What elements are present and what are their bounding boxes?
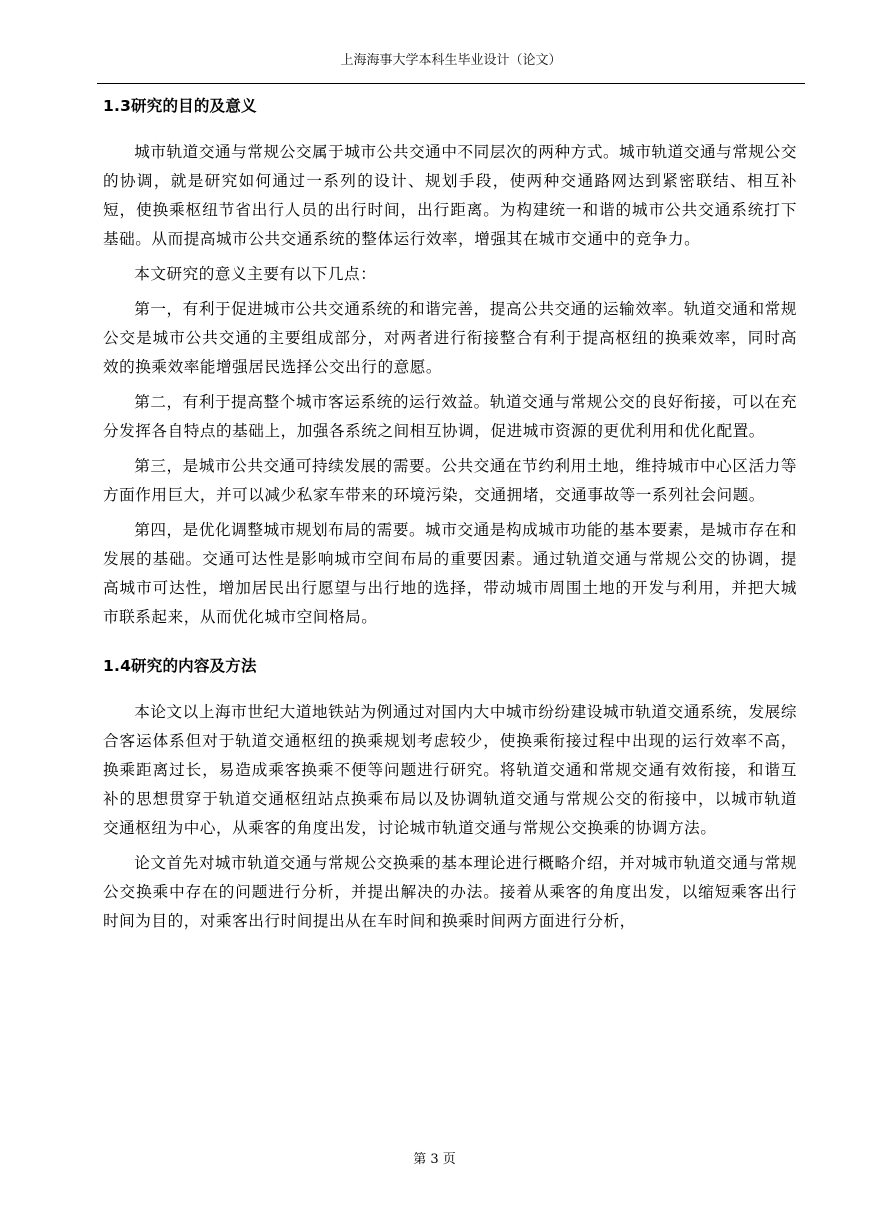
paragraph: 第四，是优化调整城市规划布局的需要。城市交通是构成城市功能的基本要素，是城市存在和发展的基础。交通可达性是影响城市空间布局的重要因素。通过轨道交通与常规公交的协调，提高城市可达性，增加居民出行愿望与出行地的选择，带动城市周围土地的开发与利用，并把大城市联系起来，从而优化城市空间格局。 [103, 521, 797, 626]
paragraph: 本文研究的意义主要有以下几点： [134, 265, 377, 283]
page-number: 第 3 页 [413, 1152, 456, 1167]
paragraph: 本论文以上海市世纪大道地铁站为例通过对国内大中城市纷纷建设城市轨道交通系统，发展综合客运体系但对于轨道交通枢纽的换乘规划考虑较少，使换乘衔接过程中出现的运行效率不高，换乘距离过长，易造成乘客换乘不便等问题进行研究。将轨道交通和常规交通有效衔接，和谐互补的思想贯穿于轨道交通枢纽站点换乘布局以及协调轨道交通与常规公交的衔接中，以城市轨道交通枢纽为中心，从乘客的角度出发，讨论城市轨道交通与常规公交换乘的协调方法。 [103, 703, 797, 837]
section-1-4-body [103, 698, 797, 936]
page-body [103, 84, 797, 936]
page-header: 上海海事大学本科生毕业设计（论文） [340, 53, 562, 68]
paragraph: 第三，是城市公共交通可持续发展的需要。公共交通在节约利用土地，维持城市中心区活力等方面作用巨大，并可以减少私家车带来的环境污染，交通拥堵，交通事故等一系列社会问题。 [103, 457, 797, 504]
section-heading-1-4: 1.4研究的内容及方法 [103, 657, 257, 675]
section-heading-1-3: 1.3研究的目的及意义 [103, 97, 257, 115]
paragraph: 城市轨道交通与常规公交属于城市公共交通中不同层次的两种方式。城市轨道交通与常规公交的协调，就是研究如何通过一系列的设计、规划手段，使两种交通路网达到紧密联结、相互补短，使换乘枢纽节省出行人员的出行时间，出行距离。为构建统一和谐的城市公共交通系统打下基础。从而提高城市公共交通系统的整体运行效率，增强其在城市交通中的竞争力。 [103, 143, 797, 248]
paragraph: 论文首先对城市轨道交通与常规公交换乘的基本理论进行概略介绍，并对城市轨道交通与常规公交换乘中存在的问题进行分析，并提出解决的办法。接着从乘客的角度出发，以缩短乘客出行时间为目的，对乘客出行时间提出从在车时间和换乘时间两方面进行分析， [103, 854, 797, 930]
paragraph: 第二，有利于提高整个城市客运系统的运行效益。轨道交通与常规公交的良好衔接，可以在充分发挥各自特点的基础上，加强各系统之间相互协调，促进城市资源的更优利用和优化配置。 [103, 393, 797, 440]
section-1-3-body [103, 138, 797, 632]
paragraph: 第一，有利于促进城市公共交通系统的和谐完善，提高公共交通的运输效率。轨道交通和常规公交是城市公共交通的主要组成部分，对两者进行衔接整合有利于提高枢纽的换乘效率，同时高效的换乘效率能增强居民选择公交出行的意愿。 [103, 300, 797, 376]
